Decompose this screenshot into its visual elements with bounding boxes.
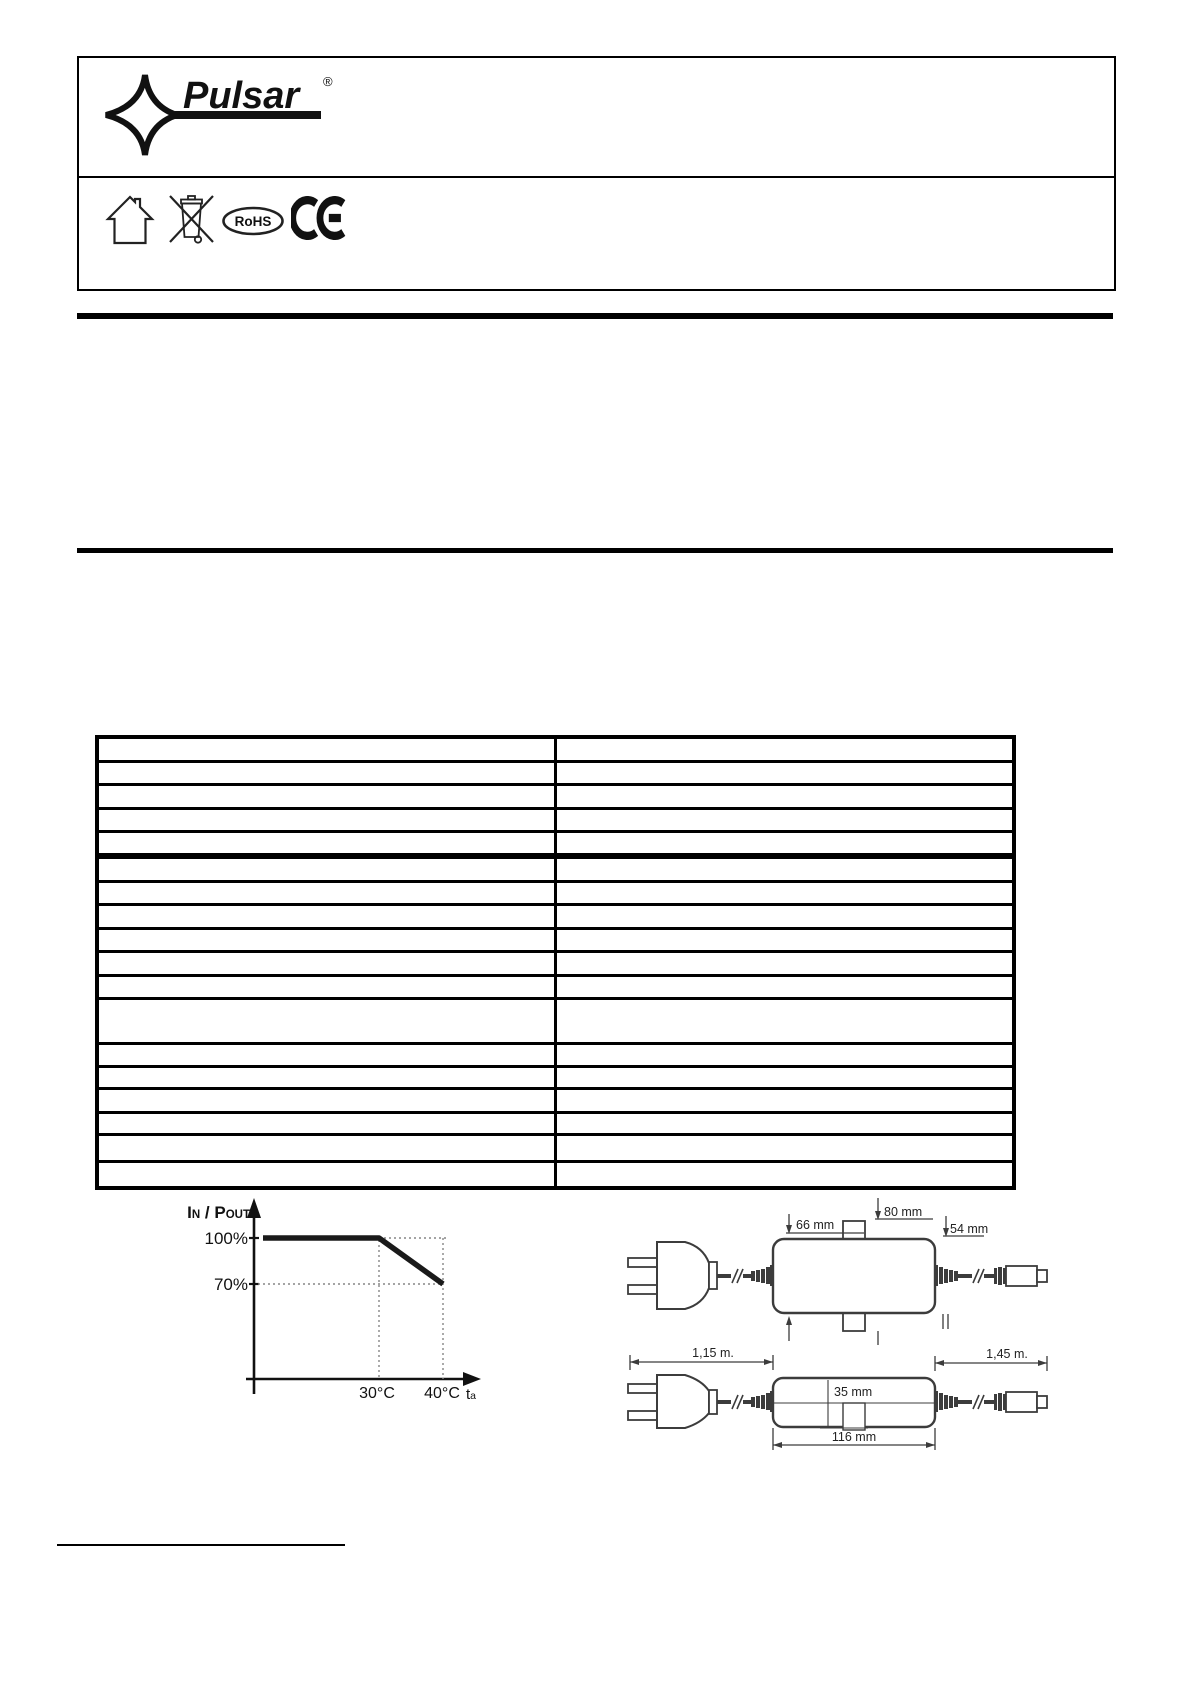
spec-cell (556, 882, 1015, 905)
input-cable (717, 1269, 752, 1283)
spec-row (97, 762, 1014, 785)
footnote-rule (57, 1544, 345, 1546)
spec-cell (97, 785, 556, 809)
dim-54mm-label: 54 mm (950, 1222, 989, 1236)
derating-line (263, 1238, 443, 1284)
indoor-use-house-icon (105, 194, 155, 246)
spec-row (97, 952, 1014, 976)
adapter-top-view (628, 1198, 1047, 1345)
spec-cell (556, 1067, 1015, 1089)
dotted-guides (258, 1238, 449, 1379)
spec-cell (556, 858, 1015, 882)
spec-cell (97, 1135, 556, 1162)
spec-row (97, 1135, 1014, 1162)
spec-cell (97, 1162, 556, 1189)
x-tick-label-30: 30°C (359, 1385, 395, 1402)
spec-cell (556, 905, 1015, 929)
dim-80mm-label: 80 mm (884, 1205, 923, 1219)
spec-cell (556, 762, 1015, 785)
spec-cell (97, 809, 556, 832)
spec-cell (556, 737, 1015, 762)
dim-35mm-label: 35 mm (834, 1385, 873, 1399)
spec-table-area (95, 735, 1016, 1190)
spec-cell (97, 1067, 556, 1089)
spec-table-upper (95, 735, 1016, 856)
y-tick-label-100: 100% (204, 1229, 248, 1248)
x-tick-label-40: 40°C (424, 1385, 460, 1402)
output-cable (958, 1395, 995, 1409)
spec-cell (556, 1135, 1015, 1162)
spec-cell (97, 1113, 556, 1135)
header-box (77, 56, 1116, 291)
spec-cell (97, 999, 556, 1044)
adapter-body-top (773, 1221, 935, 1331)
ce-mark-icon (291, 196, 353, 240)
spec-cell (97, 1089, 556, 1113)
compliance-icons-section (79, 178, 1114, 289)
spec-row (97, 1162, 1014, 1189)
dim-66mm-label: 66 mm (796, 1218, 835, 1232)
spec-cell (556, 929, 1015, 952)
mains-plug-icon (628, 1375, 717, 1428)
weee-crossed-bin-icon (167, 192, 217, 246)
spec-cell (97, 737, 556, 762)
spec-row (97, 999, 1014, 1044)
spec-cell (97, 976, 556, 999)
strain-relief-left (751, 1265, 773, 1286)
spec-cell (97, 762, 556, 785)
y-tick-label-70: 70% (213, 1275, 248, 1294)
spec-row (97, 1113, 1014, 1135)
rohs-oval-icon (221, 206, 285, 236)
star-icon (106, 75, 177, 155)
section-divider-rule-2 (77, 548, 1113, 553)
spec-table-upper-body (97, 737, 1014, 855)
dc-plug-icon (994, 1392, 1047, 1412)
spec-cell (97, 882, 556, 905)
spec-cell (97, 905, 556, 929)
cable-right-length-label: 1,45 m. (986, 1347, 1028, 1361)
spec-cell (556, 1089, 1015, 1113)
spec-cell (97, 832, 556, 855)
section-divider-rule-1 (77, 313, 1113, 319)
spec-row (97, 882, 1014, 905)
strain-relief-right (935, 1391, 958, 1412)
spec-row (97, 737, 1014, 762)
spec-cell (556, 999, 1015, 1044)
y-axis-label: IN / POUT (187, 1203, 250, 1222)
cable-left-length-label: 1,15 m. (692, 1346, 734, 1360)
x-axis-arrow-icon (463, 1372, 481, 1386)
spec-row (97, 1044, 1014, 1067)
derating-chart (170, 1196, 490, 1411)
adapter-dimension-drawings (610, 1192, 1080, 1462)
spec-row (97, 858, 1014, 882)
registered-trademark: ® (323, 74, 333, 89)
spec-cell (556, 952, 1015, 976)
logo-section (79, 58, 1114, 178)
dim-116mm-label: 116 mm (831, 1430, 877, 1444)
spec-row (97, 832, 1014, 855)
spec-cell (556, 1113, 1015, 1135)
spec-cell (556, 785, 1015, 809)
spec-table-lower-body (97, 858, 1014, 1189)
spec-cell (97, 929, 556, 952)
spec-row (97, 929, 1014, 952)
spec-cell (556, 832, 1015, 855)
spec-row (97, 785, 1014, 809)
spec-cell (556, 976, 1015, 999)
spec-row (97, 1067, 1014, 1089)
strain-relief-left (751, 1391, 773, 1412)
spec-cell (556, 1044, 1015, 1067)
rohs-label: RoHS (234, 214, 272, 229)
spec-row (97, 905, 1014, 929)
spec-cell (97, 952, 556, 976)
strain-relief-right (935, 1265, 958, 1286)
mains-plug-icon (628, 1242, 717, 1309)
spec-row (97, 1089, 1014, 1113)
pulsar-brand-logo (91, 69, 343, 171)
brand-name: Pulsar (183, 75, 300, 117)
spec-row (97, 809, 1014, 832)
dc-plug-icon (994, 1266, 1047, 1286)
spec-cell (556, 1162, 1015, 1189)
spec-cell (556, 809, 1015, 832)
x-axis-label: ta (466, 1386, 477, 1403)
spec-table-lower (95, 856, 1016, 1190)
input-cable (717, 1395, 752, 1409)
spec-row (97, 976, 1014, 999)
spec-cell (97, 1044, 556, 1067)
spec-cell (97, 858, 556, 882)
output-cable (958, 1269, 995, 1283)
